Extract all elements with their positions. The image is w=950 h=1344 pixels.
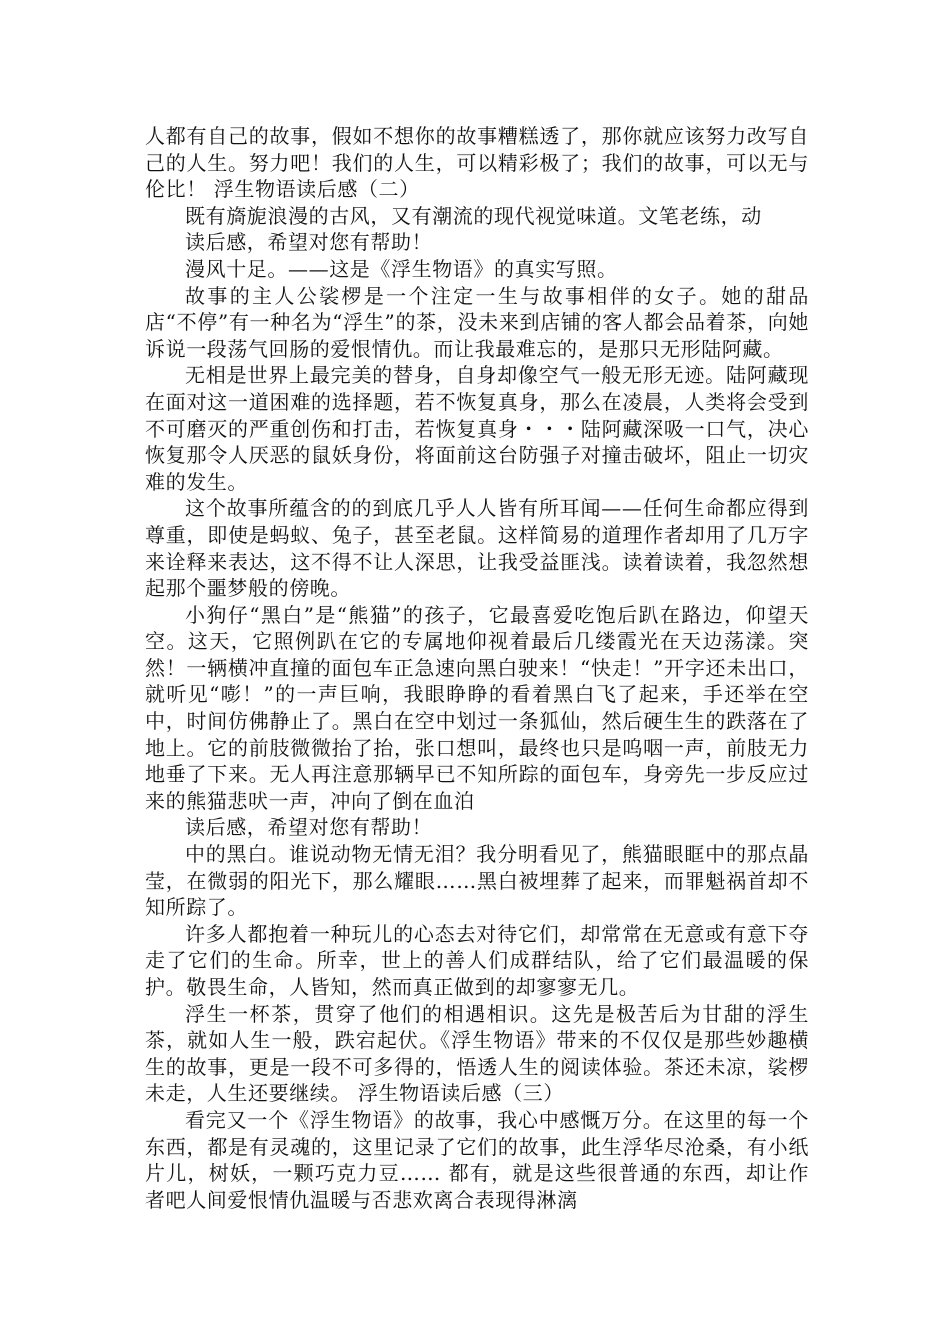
paragraph: 这个故事所蕴含的的到底几乎人人皆有所耳闻——任何生命都应得到尊重，即使是蚂蚁、兔子，甚至老鼠。这样简易的道理作者却用了几万字来诠释来表达，这不得不让人深思，让我受益匪浅。读着读着，我忽然想起那个噩梦般的傍晚。 bbox=[145, 496, 809, 601]
paragraph: 中的黑白。谁说动物无情无泪？我分明看见了，熊猫眼眶中的那点晶莹，在微弱的阳光下，那么耀眼……黑白被埋葬了起来，而罪魁祸首却不知所踪了。 bbox=[145, 842, 809, 920]
paragraph: 读后感，希望对您有帮助！ bbox=[185, 230, 433, 255]
paragraph: 人都有自己的故事，假如不想你的故事糟糕透了，那你就应该努力改写自己的人生。努力吧！我们的人生，可以精彩极了；我们的故事，可以无与伦比！ 浮生物语读后感（二） bbox=[145, 124, 809, 202]
paragraph: 小狗仔“黑白”是“熊猫”的孩子，它最喜爱吃饱后趴在路边，仰望天空。这天，它照例趴在它的专属地仰视着最后几缕霞光在天边荡漾。突然！一辆横冲直撞的面包车正急速向黑白驶来！“快走！”开字还未出口，就听见“嘭！”的一声巨响，我眼睁睁的看着黑白飞了起来，手还举在空中，时间仿佛静止了。黑白在空中划过一条狐仙，然后硬生生的跌落在了地上。它的前肢微微抬了抬，张口想叫，最终也只是呜咽一声，前肢无力地垂了下来。无人再注意那辆早已不知所踪的面包车，身旁先一步反应过来的熊猫悲吠一声，冲向了倒在血泊 bbox=[145, 602, 809, 813]
paragraph: 故事的主人公裟椤是一个注定一生与故事相伴的女子。她的甜品店“不停”有一种名为“浮生”的茶，没未来到店铺的客人都会品着茶，向她诉说一段荡气回肠的爱恨情仇。而让我最难忘的，是那只无形陆阿藏。 bbox=[145, 283, 809, 361]
paragraph: 漫风十足。——这是《浮生物语》的真实写照。 bbox=[185, 256, 618, 281]
paragraph: 许多人都抱着一种玩儿的心态去对待它们，却常常在无意或有意下夺走了它们的生命。所幸，世上的善人们成群结队，给了它们最温暖的保护。敬畏生命，人皆知，然而真正做到的却寥寥无几。 bbox=[145, 921, 809, 999]
paragraph: 无相是世界上最完美的替身，自身却像空气一般无形无迹。陆阿藏现在面对这一道困难的选择题，若不恢复真身，那么在凌晨，人类将会受到不可磨灭的严重创伤和打击，若恢复真身・・・陆阿藏深吸一口气，决心恢复那令人厌恶的鼠妖身份，将面前这台防强子对撞击破坏，阻止一切灾难的发生。 bbox=[145, 363, 809, 494]
paragraph: 读后感，希望对您有帮助！ bbox=[185, 815, 433, 840]
paragraph: 既有旖旎浪漫的古风，又有潮流的现代视觉味道。文笔老练，动 bbox=[185, 203, 762, 228]
document-body bbox=[145, 123, 809, 1213]
paragraph: 看完又一个《浮生物语》的故事，我心中感慨万分。在这里的每一个东西，都是有灵魂的，这里记录了它们的故事，此生浮华尽沧桑，有小纸片儿，树妖，一颗巧克力豆…… 都有，就是这些很普通的东西，却让作者吧人间爱恨情仇温暖与否悲欢离合表现得淋漓 bbox=[145, 1107, 809, 1212]
paragraph: 浮生一杯茶，贯穿了他们的相遇相识。这先是极苦后为甘甜的浮生茶，就如人生一般，跌宕起伏。《浮生物语》带来的不仅仅是那些妙趣横生的故事，更是一段不可多得的，悟透人生的阅读体验。茶还未凉，裟椤未走，人生还要继续。 浮生物语读后感（三） bbox=[145, 1001, 809, 1106]
